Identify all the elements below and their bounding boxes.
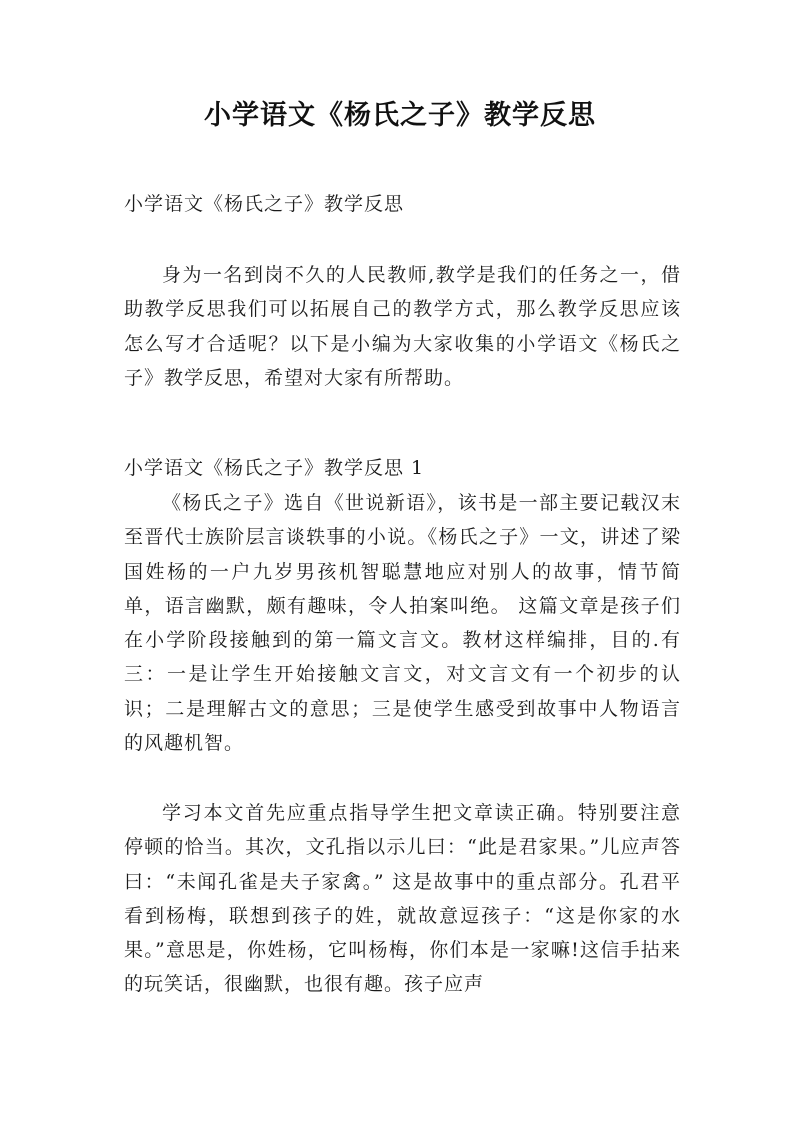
document-subtitle: 小学语文《杨氏之子》教学反思	[124, 193, 405, 215]
body-paragraph: 学习本文首先应重点指导学生把文章读正确。特别要注意停顿的恰当。其次，文孔指以示儿曰：“此是君家果。”儿应声答曰：“未闻孔雀是夫子家禽。” 这是故事中的重点部分。孔君平看到杨梅，联想到孩子的姓，就故意逗孩子：“这是你家的水果。”意思是，你姓杨，它叫杨梅，你们本是一家嘛!这信手拈来的玩笑话，很幽默，也很有趣。孩子应声	[124, 802, 681, 996]
document-title: 小学语文《杨氏之子》教学反思	[204, 100, 596, 131]
section-heading: 小学语文《杨氏之子》教学反思 1	[124, 457, 425, 479]
body-paragraph: 《杨氏之子》选自《世说新语》，该书是一部主要记载汉末至晋代士族阶层言谈轶事的小说。《杨氏之子》一文，讲述了梁国姓杨的一户九岁男孩机智聪慧地应对别人的故事，情节简单，语言幽默，颇有趣味，令人拍案叫绝。 这篇文章是孩子们在小学阶段接触到的第一篇文言文。教材这样编排，目的.有三：一是让学生开始接触文言文，对文言文有一个初步的认识；二是理解古文的意思；三是使学生感受到故事中人物语言的风趣机智。	[124, 492, 681, 755]
intro-paragraph: 身为一名到岗不久的人民教师,教学是我们的任务之一，借助教学反思我们可以拓展自己的教学方式，那么教学反思应该怎么写才合适呢？以下是小编为大家收集的小学语文《杨氏之子》教学反思，希望对大家有所帮助。	[124, 264, 681, 389]
